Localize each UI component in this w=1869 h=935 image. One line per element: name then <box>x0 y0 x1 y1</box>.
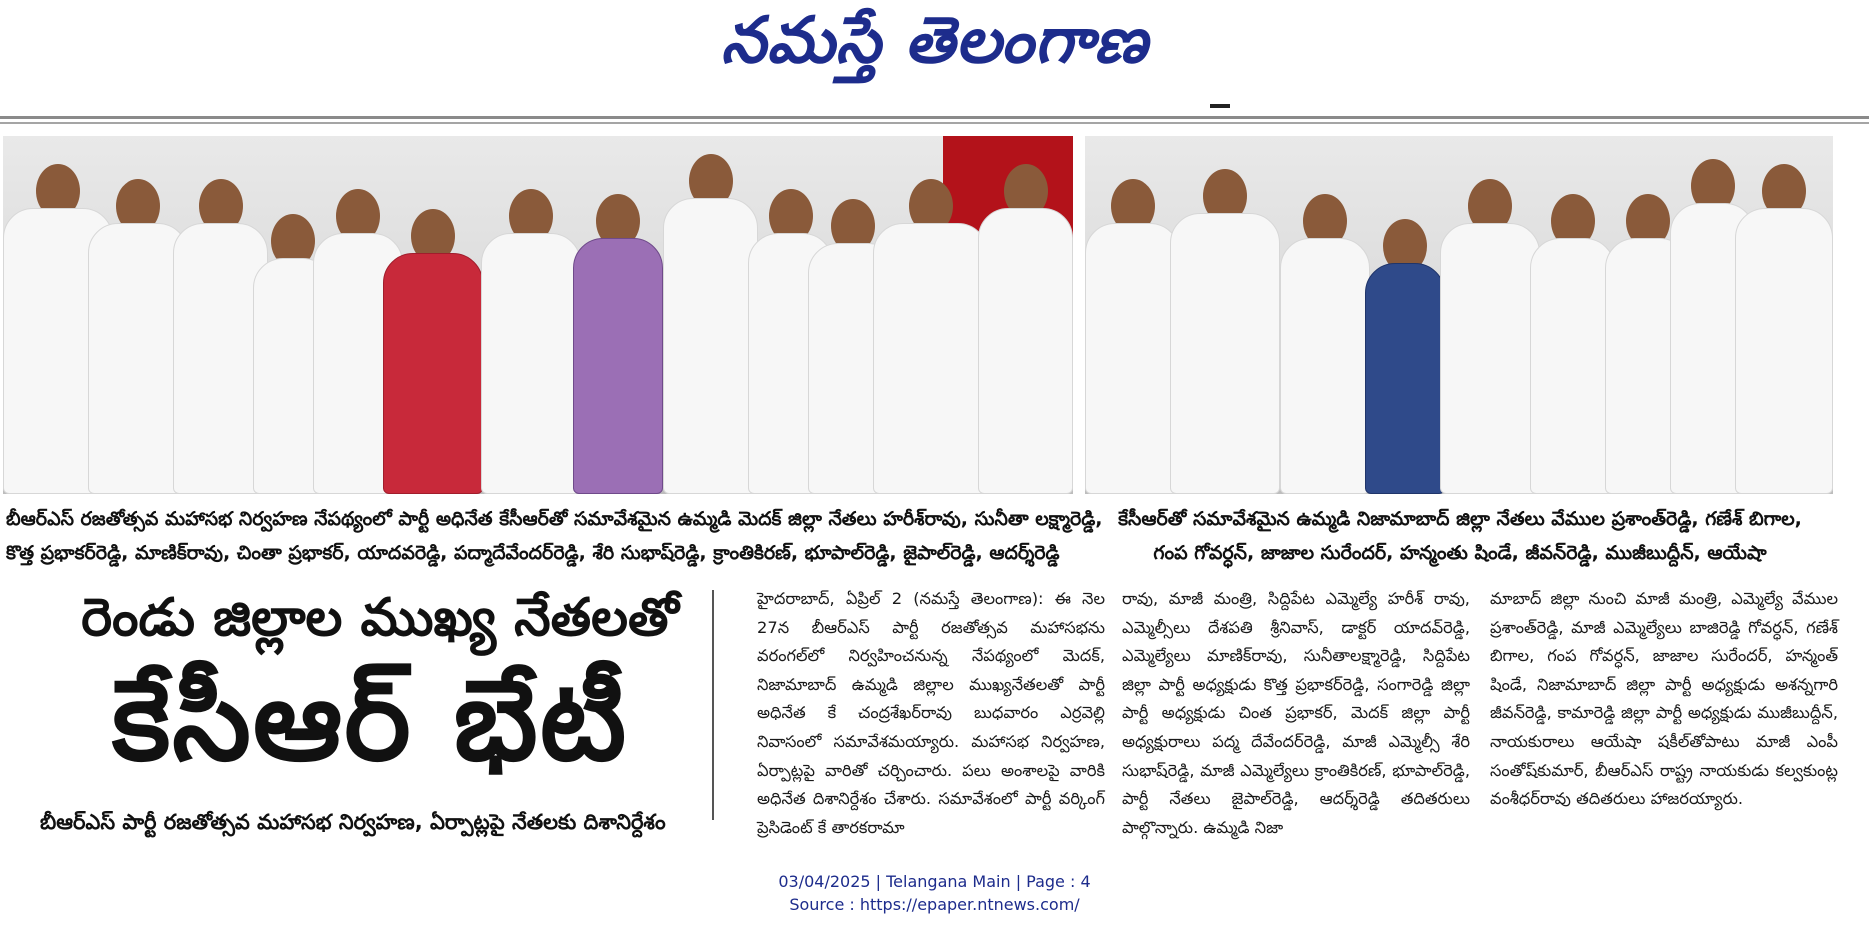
masthead-rule <box>0 116 1869 119</box>
article-headline: కేసీఆర్ భేటీ <box>111 656 629 786</box>
newspaper-logo: నమస్తే తెలంగాణ <box>720 4 1149 78</box>
photo-nizamabad-leaders <box>1085 136 1833 494</box>
masthead-rule-secondary <box>0 122 1869 124</box>
caption-right-line-2: గంప గోవర్ధన్, జాజాల సురేందర్, హన్మంతు షిండే, జీవన్‌రెడ్డి, ముజీబుద్దీన్, ఆయేషా <box>1153 542 1767 564</box>
photo-medak-leaders <box>3 136 1073 494</box>
photo-caption-right <box>1090 502 1830 570</box>
footer-source-link[interactable]: Source : https://epaper.ntnews.com/ <box>789 895 1080 914</box>
page-footer <box>0 870 1869 916</box>
footer-edition-info: 03/04/2025 | Telangana Main | Page : 4 <box>778 872 1091 891</box>
article-column-1: హైదరాబాద్, ఏప్రిల్ 2 (నమస్తే తెలంగాణ): ఈ నెల 27న బీఆర్‌ఎస్ పార్టీ రజతోత్సవ మహాసభను వరంగల్‌లో నిర్వహించనున్న నేపథ్యంలో మెదక్, నిజామాబాద్ ఉమ్మడి జిల్లాల ముఖ్యనేతలతో పార్టీ అధినేత కే చంద్రశేఖర్‌రావు బుధవారం ఎర్రవెల్లి నివాసంలో సమావేశమయ్యారు. మహాసభ నిర్వహణ, ఏర్పాట్లపై వారితో చర్చించారు. పలు అంశాలపై వారికి అధినేత దిశానిర్దేశం చేశారు. సమావేశంలో పార్టీ వర్కింగ్ ప్రెసిడెంట్ కే తారకరామా <box>757 589 1105 837</box>
masthead <box>0 0 1869 88</box>
caption-left-line-2: కొత్త ప్రభాకర్‌రెడ్డి, మాణిక్‌రావు, చింతా ప్రభాకర్, యాదవరెడ్డి, పద్మాదేవేందర్‌రెడ్డి, శేరి సుభాష్‌రెడ్డి, క్రాంతికిరణ్, భూపాల్‌రెడ్డి, జైపాల్‌రెడ్డి, ఆదర్శ్‌రెడ్డి <box>6 542 1060 564</box>
photo-caption-left <box>6 502 1103 570</box>
article-column-3: మాబాద్ జిల్లా నుంచి మాజీ మంత్రి, ఎమ్మెల్యే వేముల ప్రశాంత్‌రెడ్డి, మాజీ ఎమ్మెల్యేలు బాజిరెడ్డి గోవర్ధన్, గణేశ్ బిగాల, గంప గోవర్ధన్, జాజాల సురేందర్, హన్మంత్ షిండే, నిజామాబాద్ జిల్లా పార్టీ అధ్యక్షుడు అశన్నగారి జీవన్‌రెడ్డి, కామారెడ్డి జిల్లా పార్టీ అధ్యక్షుడు ముజీబుద్దీన్, నాయకురాలు ఆయేషా షకీల్‌తోపాటు మాజీ ఎంపీ సంతోష్‌కుమార్, బీఆర్‌ఎస్ రాష్ట్ర నాయకుడు కల్వకుంట్ల వంశీధర్‌రావు తదితరులు హాజరయ్యారు. <box>1490 589 1838 809</box>
article-deck: బీఆర్‌ఎస్ పార్టీ రజతోత్సవ మహాసభ నిర్వహణ, ఏర్పాట్లపై నేతలకు దిశానిర్దేశం <box>40 810 666 834</box>
column-divider <box>712 590 714 820</box>
caption-left-line-1: బీఆర్‌ఎస్ రజతోత్సవ మహాసభ నిర్వహణ నేపథ్యంలో పార్టీ అధినేత కేసీఆర్‌తో సమావేశమైన ఉమ్మడి మెదక్ జిల్లా నేతలు హరీశ్‌రావు, సునీతా లక్ష్మారెడ్డి, <box>6 508 1103 530</box>
article-column-2: రావు, మాజీ మంత్రి, సిద్దిపేట ఎమ్మెల్యే హరీశ్ రావు, ఎమ్మెల్సీలు దేశపతి శ్రీనివాస్, డాక్టర్ యాదవ్‌రెడ్డి, ఎమ్మెల్యేలు మాణిక్‌రావు, సునీతాలక్ష్మారెడ్డి, సిద్దిపేట జిల్లా పార్టీ అధ్యక్షుడు కొత్త ప్రభాకర్‌రెడ్డి, సంగారెడ్డి జిల్లా పార్టీ అధ్యక్షుడు చింత ప్రభాకర్, మెదక్ జిల్లా పార్టీ అధ్యక్షురాలు పద్మ దేవేందర్‌రెడ్డి, మాజీ ఎమ్మెల్సీ శేరి సుభాష్‌రెడ్డి, మాజీ ఎమ్మెల్యేలు క్రాంతికిరణ్, భూపాల్‌రెడ్డి, పార్టీ నేతలు జైపాల్‌రెడ్డి, ఆదర్శ్‌రెడ్డి తదితరులు పాల్గొన్నారు. ఉమ్మడి నిజా <box>1122 589 1470 837</box>
caption-right-line-1: కేసీఆర్‌తో సమావేశమైన ఉమ్మడి నిజామాబాద్ జిల్లా నేతలు వేముల ప్రశాంత్‌రెడ్డి, గణేశ్ బిగాల, <box>1118 508 1802 530</box>
masthead-tick-mark <box>1210 104 1230 108</box>
article-kicker: రెండు జిల్లాల ముఖ్య నేతలతో <box>81 588 679 648</box>
